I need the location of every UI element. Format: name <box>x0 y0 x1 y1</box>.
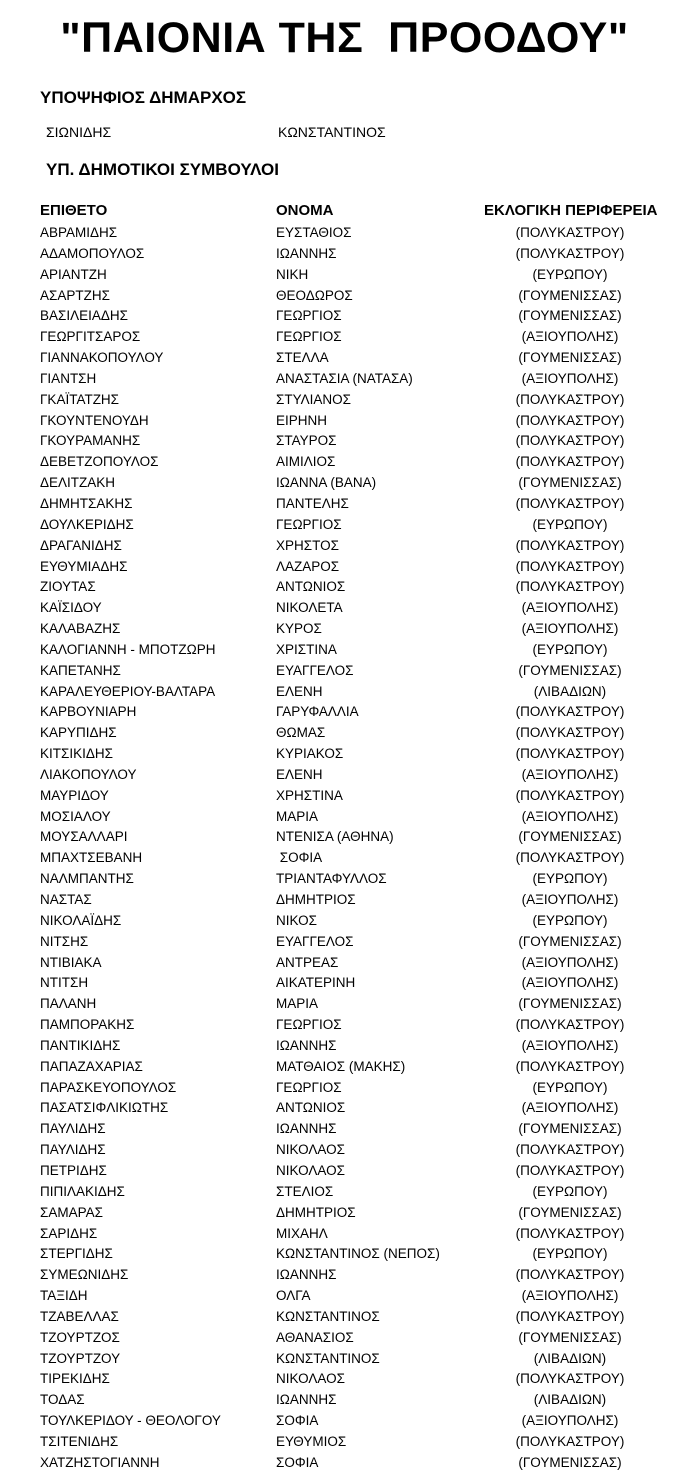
candidate-surname: ΤΣΙΤΕΝΙΔΗΣ <box>40 1433 119 1449</box>
candidate-name: ΙΩΑΝΝΗΣ <box>276 1121 337 1137</box>
list-item <box>0 723 689 744</box>
column-header-district: ΕΚΛΟΓΙΚΗ ΠΕΡΙΦΕΡΕΙΑ <box>484 202 658 219</box>
candidate-name: ΙΩΑΝΝΗΣ <box>276 1037 337 1053</box>
candidate-name: ΑΝΤΡΕΑΣ <box>276 954 339 970</box>
candidate-surname: ΔΗΜΗΤΣΑΚΗΣ <box>40 495 133 511</box>
candidate-name: ΜΑΤΘΑΙΟΣ (ΜΑΚΗΣ) <box>276 1058 406 1074</box>
candidate-surname: ΤΟΔΑΣ <box>40 1392 85 1408</box>
candidate-name: ΕΛΕΝΗ <box>276 766 323 782</box>
candidate-surname: ΠΙΠΙΛΑΚΙΔΗΣ <box>40 1183 125 1199</box>
list-item <box>0 1307 689 1328</box>
candidate-surname: ΤΖΟΥΡΤΖΟΣ <box>40 1329 120 1345</box>
candidate-district: (ΑΞΙΟΥΠΟΛΗΣ) <box>521 975 619 991</box>
candidate-district: (ΠΟΛΥΚΑΣΤΡΟΥ) <box>515 558 625 574</box>
list-item <box>0 765 689 786</box>
candidate-district: (ΠΟΛΥΚΑΣΤΡΟΥ) <box>515 412 625 428</box>
list-item <box>0 953 689 974</box>
list-item <box>0 452 689 473</box>
candidate-surname: ΚΑΛΑΒΑΖΗΣ <box>40 621 121 637</box>
candidate-district: (ΕΥΡΩΠΟΥ) <box>532 516 608 532</box>
candidate-district: (ΠΟΛΥΚΑΣΤΡΟΥ) <box>515 1162 625 1178</box>
candidate-surname: ΜΑΥΡΙΔΟΥ <box>40 787 109 803</box>
candidate-name: ΙΩΑΝΝΑ (ΒΑΝΑ) <box>276 475 377 491</box>
list-item <box>0 473 689 494</box>
list-item <box>0 348 689 369</box>
candidate-name: ΛΑΖΑΡΟΣ <box>276 558 340 574</box>
list-item <box>0 286 689 307</box>
candidate-surname: ΔΡΑΓΑΝΙΔΗΣ <box>40 537 122 553</box>
candidate-district: (ΕΥΡΩΠΟΥ) <box>532 912 608 928</box>
candidate-district: (ΓΟΥΜΕΝΙΣΣΑΣ) <box>518 475 622 491</box>
council-candidates-list <box>0 223 689 1474</box>
candidate-name: ΕΛΕΝΗ <box>276 683 323 699</box>
candidate-name: ΑΝΤΩΝΙΟΣ <box>276 1100 346 1116</box>
candidate-surname: ΚΑΡΑΛΕΥΘΕΡΙΟΥ-ΒΑΛΤΑΡΑ <box>40 683 216 699</box>
list-item <box>0 1224 689 1245</box>
column-header-name: ΟΝΟΜΑ <box>276 202 334 219</box>
list-item <box>0 786 689 807</box>
list-item <box>0 577 689 598</box>
list-item <box>0 807 689 828</box>
candidate-name: ΚΥΡΙΑΚΟΣ <box>276 746 344 762</box>
candidate-name: ΓΑΡΥΦΑΛΛΙΑ <box>276 704 359 720</box>
candidate-district: (ΛΙΒΑΔΙΩΝ) <box>533 1392 607 1408</box>
list-item <box>0 494 689 515</box>
candidate-surname: ΜΠΑΧΤΣΕΒΑΝΗ <box>40 850 143 866</box>
list-item <box>0 369 689 390</box>
list-item <box>0 536 689 557</box>
candidate-surname: ΑΒΡΑΜΙΔΗΣ <box>40 225 118 240</box>
candidate-name: ΓΕΩΡΓΙΟΣ <box>276 308 342 324</box>
candidate-name: ΠΑΝΤΕΛΗΣ <box>276 495 349 511</box>
candidate-surname: ΠΑΥΛΙΔΗΣ <box>40 1142 106 1158</box>
candidate-name: ΝΙΚΟΛΑΟΣ <box>276 1371 345 1387</box>
candidate-surname: ΓΙΑΝΤΣΗ <box>40 370 97 386</box>
candidate-district: (ΠΟΛΥΚΑΣΤΡΟΥ) <box>515 1058 625 1074</box>
candidate-name: ΟΛΓΑ <box>276 1288 311 1304</box>
list-item <box>0 848 689 869</box>
candidate-surname: ΜΟΥΣΑΛΛΑΡΙ <box>40 829 128 845</box>
candidate-district: (ΛΙΒΑΔΙΩΝ) <box>533 1350 607 1366</box>
candidate-name: ΝΙΚΟΛΑΟΣ <box>276 1162 345 1178</box>
candidate-surname: ΝΑΣΤΑΣ <box>40 892 92 907</box>
list-item <box>0 1036 689 1057</box>
candidate-surname: ΠΕΤΡΙΔΗΣ <box>40 1162 107 1178</box>
list-item <box>0 973 689 994</box>
candidate-district: (ΠΟΛΥΚΑΣΤΡΟΥ) <box>515 495 625 511</box>
candidate-name: ΝΙΚΟΛΕΤΑ <box>276 600 343 616</box>
candidate-surname: ΠΑΡΑΣΚΕΥΟΠΟΥΛΟΣ <box>40 1079 177 1095</box>
candidate-district: (ΠΟΛΥΚΑΣΤΡΟΥ) <box>515 1017 625 1033</box>
list-item <box>0 1203 689 1224</box>
list-item <box>0 1182 689 1203</box>
candidate-name: ΝΤΕΝΙΣΑ (ΑΘΗΝΑ) <box>276 829 394 845</box>
list-item <box>0 702 689 723</box>
candidate-district: (ΑΞΙΟΥΠΟΛΗΣ) <box>521 329 619 345</box>
candidate-surname: ΠΑΜΠΟΡΑΚΗΣ <box>40 1017 135 1033</box>
candidate-name: ΑΙΜΙΛΙΟΣ <box>276 454 336 470</box>
candidate-district: (ΠΟΛΥΚΑΣΤΡΟΥ) <box>515 704 625 720</box>
list-item <box>0 1161 689 1182</box>
candidate-surname: ΚΑΠΕΤΑΝΗΣ <box>40 662 121 678</box>
candidate-surname: ΝΤΙΤΣΗ <box>40 975 89 991</box>
candidate-name: ΧΡΗΣΤΙΝΑ <box>276 787 343 803</box>
candidate-name: ΧΡΙΣΤΙΝΑ <box>276 641 337 657</box>
candidate-surname: ΚΑΡΥΠΙΔΗΣ <box>40 725 117 741</box>
candidate-name: ΕΥΑΓΓΕΛΟΣ <box>276 662 354 678</box>
candidate-name: ΑΙΚΑΤΕΡΙΝΗ <box>276 975 356 991</box>
list-item <box>0 1119 689 1140</box>
candidate-surname: ΠΑΥΛΙΔΗΣ <box>40 1121 106 1137</box>
candidate-surname: ΕΥΘΥΜΙΑΔΗΣ <box>40 558 128 574</box>
candidate-district: (ΠΟΛΥΚΑΣΤΡΟΥ) <box>515 725 625 741</box>
candidate-surname: ΝΑΛΜΠΑΝΤΗΣ <box>40 871 134 887</box>
candidate-district: (ΑΞΙΟΥΠΟΛΗΣ) <box>521 600 619 616</box>
candidate-district: (ΑΞΙΟΥΠΟΛΗΣ) <box>521 766 619 782</box>
candidate-surname: ΑΔΑΜΟΠΟΥΛΟΣ <box>40 245 145 261</box>
candidate-district: (ΓΟΥΜΕΝΙΣΣΑΣ) <box>518 1329 622 1345</box>
candidate-district: (ΓΟΥΜΕΝΙΣΣΑΣ) <box>518 287 622 303</box>
list-item <box>0 869 689 890</box>
candidate-surname: ΣΑΡΙΔΗΣ <box>40 1225 98 1241</box>
list-item <box>0 1057 689 1078</box>
candidate-district: (ΠΟΛΥΚΑΣΤΡΟΥ) <box>515 225 625 240</box>
candidate-name: ΔΗΜΗΤΡΙΟΣ <box>276 1204 356 1220</box>
list-item <box>0 515 689 536</box>
candidate-name: ΑΘΑΝΑΣΙΟΣ <box>276 1329 354 1345</box>
column-header-surname: ΕΠΙΘΕΤΟ <box>40 202 108 219</box>
candidate-district: (ΠΟΛΥΚΑΣΤΡΟΥ) <box>515 391 625 407</box>
candidate-name: ΙΩΑΝΝΗΣ <box>276 1267 337 1283</box>
candidate-name: ΝΙΚΗ <box>276 266 309 282</box>
candidate-name: ΓΕΩΡΓΙΟΣ <box>276 516 342 532</box>
candidate-district: (ΓΟΥΜΕΝΙΣΣΑΣ) <box>518 829 622 845</box>
candidate-surname: ΔΟΥΛΚΕΡΙΔΗΣ <box>40 516 134 532</box>
candidate-name: ΘΕΟΔΩΡΟΣ <box>276 287 353 303</box>
candidate-surname: ΣΑΜΑΡΑΣ <box>40 1204 103 1220</box>
candidate-name: ΚΩΝΣΤΑΝΤΙΝΟΣ (ΝΕΠΟΣ) <box>276 1246 440 1262</box>
list-item <box>0 1328 689 1349</box>
candidate-name: ΚΩΝΣΤΑΝΤΙΝΟΣ <box>276 1308 380 1324</box>
candidate-name: ΣΤΕΛΛΑ <box>276 350 329 366</box>
candidate-name: ΝΙΚΟΛΑΟΣ <box>276 1142 345 1158</box>
list-item <box>0 911 689 932</box>
list-item <box>0 1369 689 1390</box>
candidate-district: (ΓΟΥΜΕΝΙΣΣΑΣ) <box>518 350 622 366</box>
list-item <box>0 223 689 244</box>
candidate-name: ΣΟΦΙΑ <box>276 850 323 866</box>
candidate-name: ΑΝΑΣΤΑΣΙΑ (ΝΑΤΑΣΑ) <box>276 370 413 386</box>
candidate-district: (ΑΞΙΟΥΠΟΛΗΣ) <box>521 892 619 907</box>
candidate-district: (ΛΙΒΑΔΙΩΝ) <box>533 683 607 699</box>
candidate-surname: ΤΙΡΕΚΙΔΗΣ <box>40 1371 110 1387</box>
list-item <box>0 1286 689 1307</box>
candidate-district: (ΓΟΥΜΕΝΙΣΣΑΣ) <box>518 1454 622 1470</box>
candidate-surname: ΖΙΟΥΤΑΣ <box>40 579 96 595</box>
candidate-name: ΜΑΡΙΑ <box>276 808 319 824</box>
candidate-name: ΓΕΩΡΓΙΟΣ <box>276 1079 342 1095</box>
candidate-district: (ΠΟΛΥΚΑΣΤΡΟΥ) <box>515 245 625 261</box>
candidate-name: ΣΟΦΙΑ <box>276 1454 319 1470</box>
list-item <box>0 557 689 578</box>
candidate-district: (ΠΟΛΥΚΑΣΤΡΟΥ) <box>515 1371 625 1387</box>
list-item <box>0 598 689 619</box>
list-item <box>0 1265 689 1286</box>
list-item <box>0 327 689 348</box>
list-item <box>0 431 689 452</box>
candidate-surname: ΤΑΞΙΔΗ <box>40 1288 88 1304</box>
mayor-name: ΚΩΝΣΤΑΝΤΙΝΟΣ <box>278 124 386 140</box>
candidate-surname: ΓΚΟΥΡΑΜΑΝΗΣ <box>40 433 141 449</box>
candidate-district: (ΠΟΛΥΚΑΣΤΡΟΥ) <box>515 537 625 553</box>
list-item <box>0 640 689 661</box>
candidate-surname: ΠΑΛΑΝΗ <box>40 996 97 1012</box>
candidate-district: (ΑΞΙΟΥΠΟΛΗΣ) <box>521 370 619 386</box>
candidate-name: ΣΤΕΛΙΟΣ <box>276 1183 334 1199</box>
candidate-district: (ΕΥΡΩΠΟΥ) <box>532 641 608 657</box>
candidate-surname: ΜΟΣΙΑΛΟΥ <box>40 808 111 824</box>
candidate-name: ΣΤΑΥΡΟΣ <box>276 433 337 449</box>
candidate-name: ΓΕΩΡΓΙΟΣ <box>276 329 342 345</box>
candidate-surname: ΤΖΑΒΕΛΛΑΣ <box>40 1308 119 1324</box>
candidate-name: ΝΙΚΟΣ <box>276 912 317 928</box>
list-item <box>0 994 689 1015</box>
list-item <box>0 1244 689 1265</box>
list-item <box>0 1432 689 1453</box>
candidate-name: ΚΩΝΣΤΑΝΤΙΝΟΣ <box>276 1350 380 1366</box>
candidate-name: ΕΥΑΓΓΕΛΟΣ <box>276 933 354 949</box>
candidate-name: ΕΥΘΥΜΙΟΣ <box>276 1433 347 1449</box>
candidate-surname: ΣΥΜΕΩΝΙΔΗΣ <box>40 1267 129 1283</box>
candidate-district: (ΓΟΥΜΕΝΙΣΣΑΣ) <box>518 662 622 678</box>
candidate-district: (ΠΟΛΥΚΑΣΤΡΟΥ) <box>515 787 625 803</box>
candidate-surname: ΓΙΑΝΝΑΚΟΠΟΥΛΟΥ <box>40 350 164 366</box>
candidate-name: ΘΩΜΑΣ <box>276 725 326 741</box>
candidate-district: (ΠΟΛΥΚΑΣΤΡΟΥ) <box>515 746 625 762</box>
candidate-district: (ΠΟΛΥΚΑΣΤΡΟΥ) <box>515 454 625 470</box>
candidate-surname: ΓΚΑΪΤΑΤΖΗΣ <box>40 391 120 407</box>
list-item <box>0 1390 689 1411</box>
list-item <box>0 1453 689 1474</box>
candidate-surname: ΤΟΥΛΚΕΡΙΔΟΥ - ΘΕΟΛΟΓΟΥ <box>40 1413 221 1429</box>
candidate-surname: ΚΑΛΟΓΙΑΝΝΗ - ΜΠΟΤΖΩΡΗ <box>40 641 216 657</box>
candidate-district: (ΑΞΙΟΥΠΟΛΗΣ) <box>521 1100 619 1116</box>
candidate-district: (ΕΥΡΩΠΟΥ) <box>532 1246 608 1262</box>
candidate-surname: ΤΖΟΥΡΤΖΟΥ <box>40 1350 121 1366</box>
candidate-surname: ΝΙΤΣΗΣ <box>40 933 89 949</box>
candidate-name: ΣΟΦΙΑ <box>276 1413 319 1429</box>
candidate-surname: ΔΕΛΙΤΖΑΚΗ <box>40 475 116 491</box>
candidate-name: ΜΙΧΑΗΛ <box>276 1225 328 1241</box>
candidate-district: (ΓΟΥΜΕΝΙΣΣΑΣ) <box>518 996 622 1012</box>
candidate-surname: ΑΣΑΡΤΖΗΣ <box>40 287 110 303</box>
candidate-name: ΙΩΑΝΝΗΣ <box>276 245 337 261</box>
council-heading: ΥΠ. ΔΗΜΟΤΙΚΟΙ ΣΥΜΒΟΥΛΟΙ <box>46 160 279 179</box>
candidate-surname: ΝΤΙΒΙΑΚΑ <box>40 954 102 970</box>
candidate-district: (ΕΥΡΩΠΟΥ) <box>532 1079 608 1095</box>
candidate-surname: ΓΕΩΡΓΙΤΣΑΡΟΣ <box>40 329 141 345</box>
candidate-surname: ΒΑΣΙΛΕΙΑΔΗΣ <box>40 308 128 324</box>
candidate-surname: ΓΚΟΥΝΤΕΝΟΥΔΗ <box>40 412 149 428</box>
candidate-district: (ΠΟΛΥΚΑΣΤΡΟΥ) <box>515 433 625 449</box>
candidate-surname: ΑΡΙΑΝΤΖΗ <box>40 266 107 282</box>
candidate-surname: ΚΑΪΣΙΔΟΥ <box>40 600 102 616</box>
candidate-district: (ΠΟΛΥΚΑΣΤΡΟΥ) <box>515 1433 625 1449</box>
list-item <box>0 390 689 411</box>
candidate-name: ΣΤΥΛΙΑΝΟΣ <box>276 391 351 407</box>
candidate-district: (ΠΟΛΥΚΑΣΤΡΟΥ) <box>515 850 625 866</box>
list-item <box>0 619 689 640</box>
list-item <box>0 1098 689 1119</box>
candidate-district: (ΑΞΙΟΥΠΟΛΗΣ) <box>521 808 619 824</box>
document-title: "ΠΑΙΟΝΙΑ ΤΗΣ ΠΡΟΟΔΟΥ" <box>60 14 629 62</box>
list-item <box>0 744 689 765</box>
candidate-surname: ΚΙΤΣΙΚΙΔΗΣ <box>40 746 113 762</box>
candidate-district: (ΓΟΥΜΕΝΙΣΣΑΣ) <box>518 1121 622 1137</box>
list-item <box>0 1411 689 1432</box>
candidate-district: (ΑΞΙΟΥΠΟΛΗΣ) <box>521 1413 619 1429</box>
list-item <box>0 932 689 953</box>
list-item <box>0 682 689 703</box>
list-item <box>0 265 689 286</box>
candidate-district: (ΕΥΡΩΠΟΥ) <box>532 871 608 887</box>
candidate-name: ΔΗΜΗΤΡΙΟΣ <box>276 892 356 907</box>
candidate-name: ΤΡΙΑΝΤΑΦΥΛΛΟΣ <box>276 871 387 887</box>
list-item <box>0 306 689 327</box>
candidate-district: (ΓΟΥΜΕΝΙΣΣΑΣ) <box>518 308 622 324</box>
list-item <box>0 1078 689 1099</box>
candidate-surname: ΠΑΣΑΤΣΙΦΛΙΚΙΩΤΗΣ <box>40 1100 169 1116</box>
candidate-name: ΚΥΡΟΣ <box>276 621 322 637</box>
candidate-district: (ΓΟΥΜΕΝΙΣΣΑΣ) <box>518 933 622 949</box>
candidate-name: ΙΩΑΝΝΗΣ <box>276 1392 337 1408</box>
candidate-district: (ΓΟΥΜΕΝΙΣΣΑΣ) <box>518 1204 622 1220</box>
list-item <box>0 244 689 265</box>
list-item <box>0 890 689 911</box>
candidate-surname: ΣΤΕΡΓΙΔΗΣ <box>40 1246 113 1262</box>
candidate-surname: ΔΕΒΕΤΖΟΠΟΥΛΟΣ <box>40 454 159 470</box>
list-item <box>0 827 689 848</box>
candidate-district: (ΠΟΛΥΚΑΣΤΡΟΥ) <box>515 1267 625 1283</box>
candidate-district: (ΑΞΙΟΥΠΟΛΗΣ) <box>521 954 619 970</box>
candidate-name: ΜΑΡΙΑ <box>276 996 319 1012</box>
candidate-district: (ΑΞΙΟΥΠΟΛΗΣ) <box>521 1037 619 1053</box>
candidate-surname: ΧΑΤΖΗΣΤΟΓΙΑΝΝΗ <box>40 1454 160 1470</box>
candidate-name: ΕΥΣΤΑΘΙΟΣ <box>276 225 352 240</box>
candidate-name: ΓΕΩΡΓΙΟΣ <box>276 1017 342 1033</box>
mayor-surname: ΣΙΩΝΙΔΗΣ <box>46 124 112 140</box>
candidate-district: (ΠΟΛΥΚΑΣΤΡΟΥ) <box>515 1225 625 1241</box>
list-item <box>0 1015 689 1036</box>
list-item <box>0 411 689 432</box>
list-item <box>0 1349 689 1370</box>
candidate-name: ΧΡΗΣΤΟΣ <box>276 537 339 553</box>
mayor-heading: ΥΠΟΨΗΦΙΟΣ ΔΗΜΑΡΧΟΣ <box>40 88 247 107</box>
candidate-surname: ΛΙΑΚΟΠΟΥΛΟΥ <box>40 766 137 782</box>
list-item <box>0 661 689 682</box>
list-item <box>0 1140 689 1161</box>
candidate-district: (ΠΟΛΥΚΑΣΤΡΟΥ) <box>515 579 625 595</box>
candidate-surname: ΝΙΚΟΛΑΪΔΗΣ <box>40 912 122 928</box>
candidate-name: ΑΝΤΩΝΙΟΣ <box>276 579 346 595</box>
candidate-district: (ΠΟΛΥΚΑΣΤΡΟΥ) <box>515 1308 625 1324</box>
candidate-district: (ΠΟΛΥΚΑΣΤΡΟΥ) <box>515 1142 625 1158</box>
candidate-district: (ΑΞΙΟΥΠΟΛΗΣ) <box>521 1288 619 1304</box>
candidate-district: (ΕΥΡΩΠΟΥ) <box>532 266 608 282</box>
candidate-district: (ΑΞΙΟΥΠΟΛΗΣ) <box>521 621 619 637</box>
candidate-name: ΕΙΡΗΝΗ <box>276 412 328 428</box>
candidate-surname: ΠΑΝΤΙΚΙΔΗΣ <box>40 1037 121 1053</box>
candidate-district: (ΕΥΡΩΠΟΥ) <box>532 1183 608 1199</box>
candidate-surname: ΚΑΡΒΟΥΝΙΑΡΗ <box>40 704 137 720</box>
candidate-surname: ΠΑΠΑΖΑΧΑΡΙΑΣ <box>40 1058 143 1074</box>
